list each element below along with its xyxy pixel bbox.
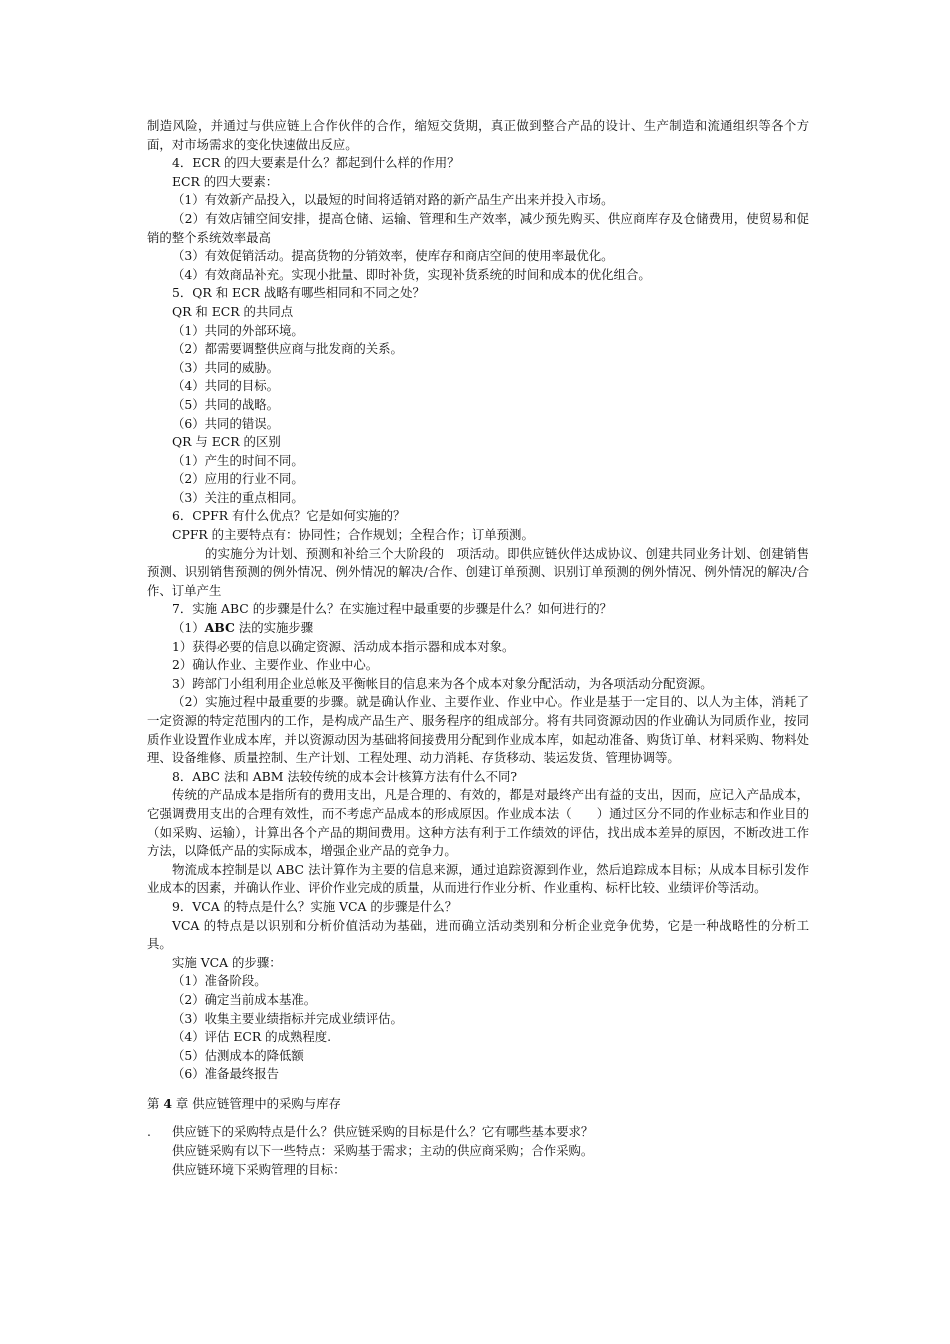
text-line: QR 和 ECR 的共同点	[172, 303, 294, 319]
list-item: （3）有效促销活动。提高货物的分销效率，使库存和商店空间的使用率最优化。	[172, 248, 614, 264]
text-span: 第	[147, 1095, 164, 1111]
list-item: （6）准备最终报告	[172, 1066, 280, 1082]
bold-text: ABC	[204, 620, 235, 636]
list-item: （1）共同的外部环境。	[172, 322, 304, 338]
list-item: 1）获得必要的信息以确定资源、活动成本指示器和成本对象。	[172, 638, 515, 654]
text-line: 供应链环境下采购管理的目标：	[172, 1161, 346, 1177]
list-item	[147, 619, 809, 638]
question-heading: 9．VCA 的特点是什么？实施 VCA 的步骤是什么？	[172, 898, 458, 914]
list-item: （4）共同的目标。	[172, 378, 280, 394]
list-item: （1）有效新产品投入，以最短的时间将适销对路的新产品生产出来并投入市场。	[172, 192, 614, 208]
list-item: （3）关注的重点相同。	[172, 489, 304, 505]
question-heading: 8．ABC 法和 ABM 法较传统的成本会计核算方法有什么不同?	[172, 768, 518, 784]
paragraph: 传统的产品成本是指所有的费用支出，凡是合理的、有效的，都是对最终产出有益的支出，因而，应记入产品成本，它强调费用支出的合理有效性，而不考虑产品成本的形成原因。作业成本法（ ）通过区分不同的作业标志和作业目的（如采购、运输），计算出各个产品的期间费用。这种方法有利于工作绩效的评估，找出成本差异的原因，不断改进工作方法，以降低产品的实际成本，增强企业产品的竞争力。	[147, 787, 809, 859]
list-item: （2）确定当前成本基准。	[172, 991, 317, 1007]
text-line: QR 与 ECR 的区别	[172, 434, 281, 450]
question-heading: 7．实施 ABC 的步骤是什么？在实施过程中最重要的步骤是什么？如何进行的？	[172, 601, 613, 617]
paragraph: 的实施分为计划、预测和补给三个大阶段的 项活动。即供应链伙伴达成协议、创建共同业务计划、创建销售预测、识别销售预测的例外情况、例外情况的解决/合作、创建订单预测、识别订单预测的例外情况、例外情况的解决/合作、订单产生	[147, 545, 809, 598]
list-item: （1）准备阶段。	[172, 973, 267, 989]
paragraph: 物流成本控制是以 ABC 法计算作为主要的信息来源，通过追踪资源到作业，然后追踪成本目标；从成本目标引发作业成本的因素，并确认作业、评价作业完成的质量，从而进行作业分析、作业重构、标杆比较、业绩评价等活动。	[147, 861, 809, 896]
paragraph: VCA 的特点是以识别和分析价值活动为基础，进而确立活动类别和分析企业竞争优势，它是一种战略性的分析工具。	[147, 917, 809, 952]
list-item: （3）收集主要业绩指标并完成业绩评估。	[172, 1010, 403, 1026]
list-item: （3）共同的威胁。	[172, 359, 280, 375]
list-item: （6）共同的错误。	[172, 415, 280, 431]
list-item: （2）应用的行业不同。	[172, 471, 304, 487]
list-item: （4）有效商品补充。实现小批量、即时补货，实现补货系统的时间和成本的优化组合。	[172, 266, 651, 282]
list-item: （5）共同的战略。	[172, 396, 280, 412]
text-line: 实施 VCA 的步骤：	[172, 954, 282, 970]
text-span: 法的实施步骤	[234, 620, 314, 636]
paragraph: 制造风险，并通过与供应链上合作伙伴的合作，缩短交货期，真正做到整合产品的设计、生产制造和流通组织等各个方面，对市场需求的变化快速做出反应。	[147, 118, 809, 152]
list-item: （4）评估 ECR 的成熟程度.	[172, 1029, 332, 1045]
text-line: CPFR 的主要特点有：协同性；合作规划；全程合作；订单预测。	[172, 527, 534, 543]
question-heading: 5．QR 和 ECR 战略有哪些相同和不同之处？	[172, 285, 425, 301]
text-span: 章 供应链管理中的采购与库存	[171, 1095, 341, 1111]
list-item: 2）确认作业、主要作业、作业中心。	[172, 657, 379, 673]
text-span: （1）	[172, 620, 205, 636]
list-item: （1）产生的时间不同。	[172, 452, 304, 468]
list-item: （2）有效店铺空间安排，提高仓储、运输、管理和生产效率，减少预先购买、供应商库存及仓储费用，使贸易和促销的整个系统效率最高	[147, 210, 809, 245]
question-heading: 6．CPFR 有什么优点？它是如何实施的？	[172, 508, 406, 524]
chapter-number: 4	[163, 1095, 172, 1111]
question-heading	[147, 1123, 809, 1142]
text-line: ECR 的四大要素：	[172, 173, 279, 189]
document-page	[147, 117, 809, 1179]
list-item: （2）都需要调整供应商与批发商的关系。	[172, 341, 403, 357]
paragraph: （2）实施过程中最重要的步骤。就是确认作业、主要作业、作业中心。作业是基于一定目的、以人为主体，消耗了一定资源的特定范围内的工作，是构成产品生产、服务程序的组成部分。将有共同资源动因的作业确认为同质作业，按同质作业设置作业成本库，并以资源动因为基础将间接费用分配到作业成本库，如起动准备、购货订单、材料采购、物料处理、设备维修、质量控制、生产计划、工程处理、动力消耗、存货移动、装运发货、管理协调等。	[147, 694, 809, 766]
question-heading: 4．ECR 的四大要素是什么？都起到什么样的作用？	[172, 155, 460, 171]
list-marker: .	[147, 1124, 151, 1140]
question-text: 供应链下的采购特点是什么？供应链采购的目标是什么？它有哪些基本要求？	[172, 1124, 594, 1140]
list-item: （5）估测成本的降低额	[172, 1047, 304, 1063]
chapter-heading	[147, 1095, 809, 1114]
list-item: 3）跨部门小组利用企业总帐及平衡帐目的信息来为各个成本对象分配活动，为各项活动分配资源。	[172, 675, 713, 691]
text-line: 供应链采购有以下一些特点：采购基于需求；主动的供应商采购；合作采购。	[172, 1143, 594, 1159]
